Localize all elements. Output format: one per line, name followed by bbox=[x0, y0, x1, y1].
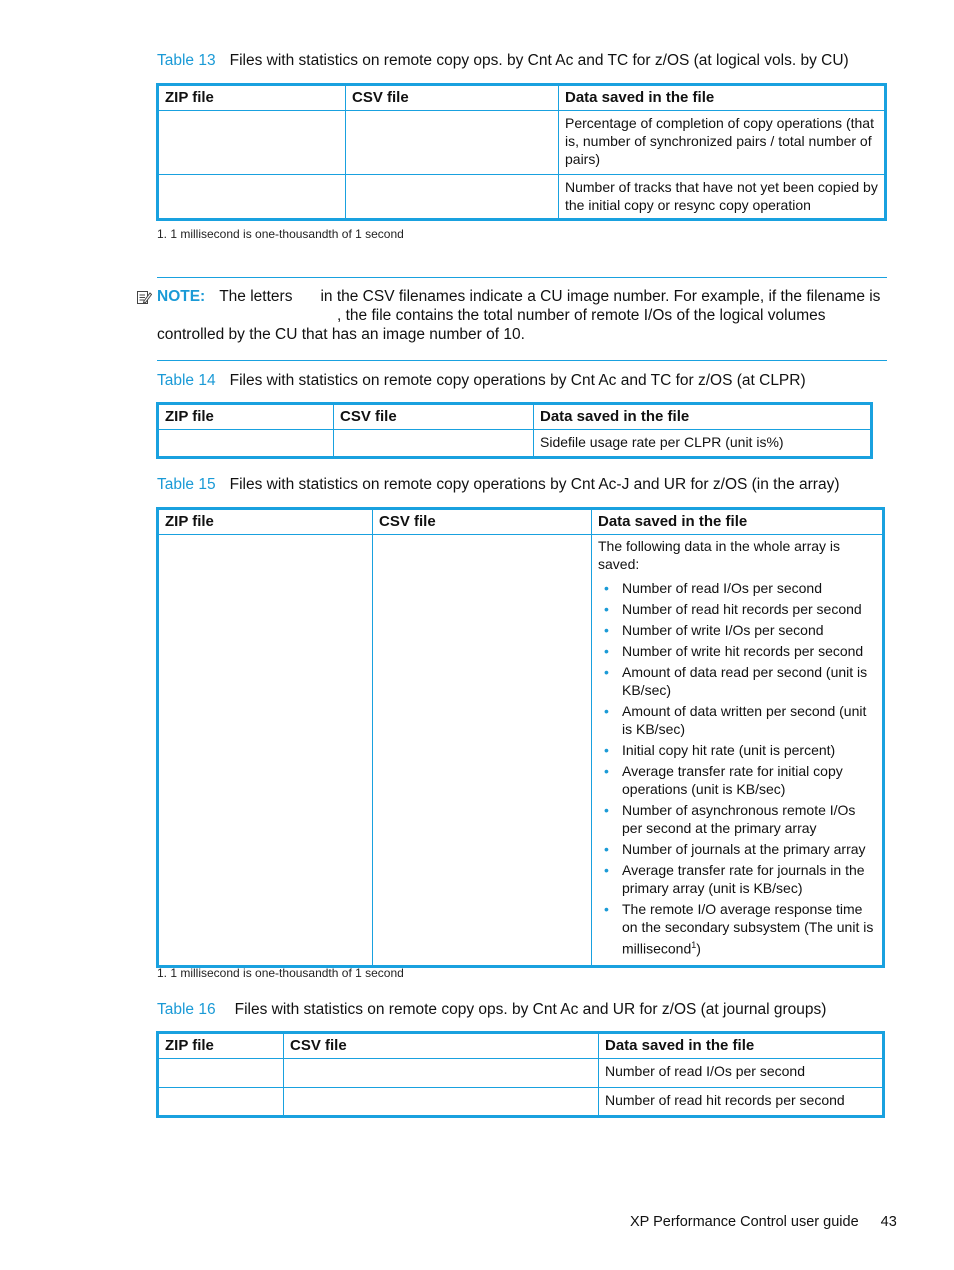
cell-zip bbox=[158, 1059, 284, 1088]
list-item: • Number of asynchronous remote I/Os per second at the primary array bbox=[604, 802, 856, 836]
cell-data: Number of tracks that have not yet been copied by the initial copy or resync copy operation bbox=[559, 175, 886, 220]
table-15-number: Table 15 bbox=[157, 476, 216, 493]
header-csv: CSV file bbox=[284, 1033, 599, 1059]
bullet-icon: • bbox=[604, 862, 609, 878]
note-label: NOTE: bbox=[157, 288, 206, 305]
cell-zip bbox=[158, 1088, 284, 1117]
array-data-list bbox=[598, 579, 876, 958]
cell-data bbox=[592, 535, 884, 967]
note-bottom-rule bbox=[157, 360, 887, 361]
table-15 bbox=[156, 507, 885, 968]
header-data: Data saved in the file bbox=[559, 85, 886, 111]
list-item: • Number of read hit records per second bbox=[604, 601, 862, 617]
list-item: • The remote I/O average response time on the secondary subsystem (The unit is millisecond$^1$) bbox=[604, 901, 874, 957]
list-item: • Number of write I/Os per second bbox=[604, 622, 824, 638]
cell-csv bbox=[284, 1088, 599, 1117]
list-item: • Initial copy hit rate (unit is percent) bbox=[604, 742, 836, 758]
note-top-rule bbox=[157, 277, 887, 278]
header-data: Data saved in the file bbox=[534, 404, 872, 430]
header-csv: CSV file bbox=[346, 85, 559, 111]
table-16 bbox=[156, 1031, 885, 1118]
table-14-title: Files with statistics on remote copy operations by Cnt Ac and TC for z/OS (at CLPR) bbox=[229, 372, 806, 389]
table-14 bbox=[156, 402, 873, 459]
table-15-title: Files with statistics on remote copy operations by Cnt Ac-J and UR for z/OS (in the array) bbox=[229, 476, 840, 493]
table-13-caption bbox=[157, 52, 849, 70]
bullet-icon: • bbox=[604, 742, 609, 758]
bullet-icon: • bbox=[604, 703, 609, 719]
table-13 bbox=[156, 83, 887, 221]
cell-data: Percentage of completion of copy operations (that is, number of synchronized pairs / total number of pairs) bbox=[559, 111, 886, 175]
header-zip: ZIP file bbox=[158, 404, 334, 430]
list-item: • Amount of data read per second (unit is KB/sec) bbox=[604, 664, 868, 698]
bullet-icon: • bbox=[604, 802, 609, 818]
bullet-icon: • bbox=[604, 841, 609, 857]
note-line-3: controlled by the CU that has an image number of 10. bbox=[157, 326, 525, 343]
note-text-1b: in the CSV filenames indicate a CU image number. For example, if the filename is bbox=[320, 288, 881, 305]
table-row bbox=[158, 1059, 884, 1088]
header-csv: CSV file bbox=[373, 509, 592, 535]
table-13-title: Files with statistics on remote copy ops. by Cnt Ac and TC for z/OS (at logical vols. by CU) bbox=[229, 52, 849, 69]
header-zip: ZIP file bbox=[158, 85, 346, 111]
table-13-footnote: 1. 1 millisecond is one-thousandth of 1 second bbox=[157, 227, 404, 241]
list-item: • Number of read I/Os per second bbox=[604, 580, 822, 596]
list-item: • Number of write hit records per second bbox=[604, 643, 864, 659]
note-text-1a: The letters bbox=[219, 288, 293, 305]
cell-csv bbox=[346, 175, 559, 220]
cell-zip bbox=[158, 535, 373, 967]
bullet-icon: • bbox=[604, 664, 609, 680]
table-row bbox=[158, 535, 884, 967]
table-header-row bbox=[158, 509, 884, 535]
table-16-number: Table 16 bbox=[157, 1001, 216, 1018]
cell-data: Number of read hit records per second bbox=[599, 1088, 884, 1117]
footnote-ref: 1 bbox=[691, 940, 697, 950]
array-data-intro: The following data in the whole array is saved: bbox=[598, 538, 841, 572]
cell-csv bbox=[334, 430, 534, 458]
table-header-row bbox=[158, 85, 886, 111]
cell-data: Sidefile usage rate per CLPR (unit is%) bbox=[534, 430, 872, 458]
cell-zip bbox=[158, 175, 346, 220]
header-csv: CSV file bbox=[334, 404, 534, 430]
header-zip: ZIP file bbox=[158, 1033, 284, 1059]
bullet-icon: • bbox=[604, 643, 609, 659]
note-line-1 bbox=[157, 287, 887, 306]
note-icon bbox=[136, 289, 152, 305]
bullet-icon: • bbox=[604, 601, 609, 617]
header-zip: ZIP file bbox=[158, 509, 373, 535]
header-data: Data saved in the file bbox=[592, 509, 884, 535]
table-14-number: Table 14 bbox=[157, 372, 216, 389]
page-number: 43 bbox=[880, 1214, 897, 1230]
cell-csv bbox=[373, 535, 592, 967]
table-16-caption bbox=[157, 1001, 826, 1019]
note-block bbox=[157, 287, 887, 344]
header-data: Data saved in the file bbox=[599, 1033, 884, 1059]
table-15-footnote: 1. 1 millisecond is one-thousandth of 1 second bbox=[157, 966, 404, 980]
table-row bbox=[158, 175, 886, 220]
table-13-number: Table 13 bbox=[157, 52, 216, 69]
list-item: • Average transfer rate for initial copy operations (unit is KB/sec) bbox=[604, 763, 843, 797]
cell-zip bbox=[158, 111, 346, 175]
cell-zip bbox=[158, 430, 334, 458]
bullet-icon: • bbox=[604, 622, 609, 638]
table-row bbox=[158, 1088, 884, 1117]
cell-csv bbox=[346, 111, 559, 175]
table-15-caption bbox=[157, 476, 840, 494]
cell-csv bbox=[284, 1059, 599, 1088]
list-item: • Number of journals at the primary array bbox=[604, 841, 866, 857]
note-line-2 bbox=[157, 306, 887, 325]
list-item: • Average transfer rate for journals in the primary array (unit is KB/sec) bbox=[604, 862, 865, 896]
table-row bbox=[158, 111, 886, 175]
guide-title: XP Performance Control user guide bbox=[630, 1214, 859, 1230]
bullet-icon: • bbox=[604, 901, 609, 917]
page-footer bbox=[630, 1214, 897, 1230]
table-16-title: Files with statistics on remote copy ops. by Cnt Ac and UR for z/OS (at journal groups) bbox=[234, 1001, 827, 1018]
cell-data: Number of read I/Os per second bbox=[599, 1059, 884, 1088]
bullet-icon: • bbox=[604, 763, 609, 779]
table-header-row bbox=[158, 1033, 884, 1059]
table-row bbox=[158, 430, 872, 458]
bullet-icon: • bbox=[604, 580, 609, 596]
table-header-row bbox=[158, 404, 872, 430]
list-item: • Amount of data written per second (unit is KB/sec) bbox=[604, 703, 867, 737]
table-14-caption bbox=[157, 372, 806, 390]
note-text-2: , the file contains the total number of remote I/Os of the logical volumes bbox=[337, 307, 826, 324]
